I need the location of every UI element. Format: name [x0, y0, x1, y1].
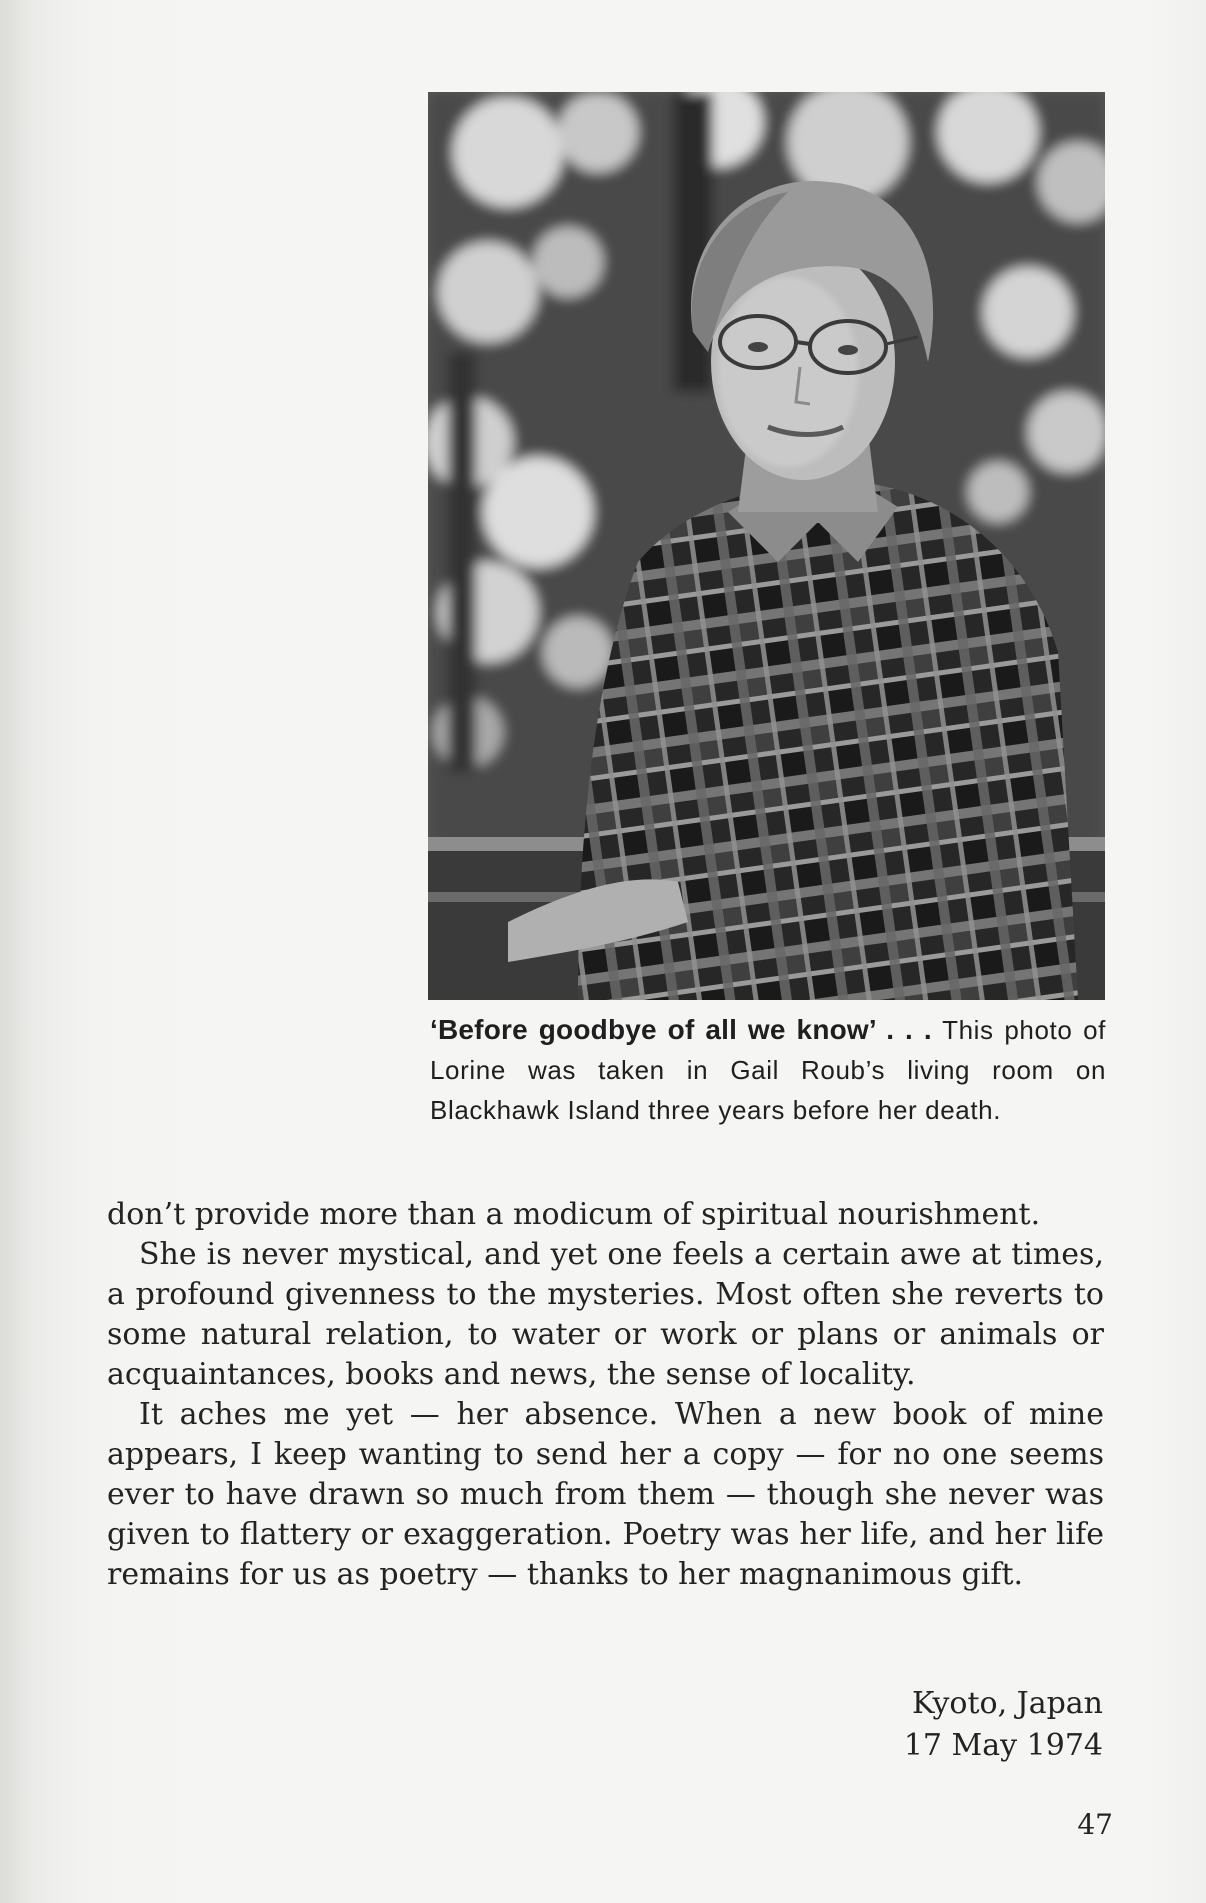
portrait-photo	[428, 92, 1105, 1000]
paragraph-1: don’t provide more than a modicum of spiritual nourishment.	[107, 1197, 1041, 1232]
signoff	[904, 1683, 1103, 1767]
signoff-place: Kyoto, Japan	[911, 1686, 1103, 1721]
page-number: 47	[1077, 1808, 1113, 1841]
signoff-date: 17 May 1974	[903, 1728, 1103, 1763]
caption-text: This photo of Lorine was taken in Gail Roub’s living room on Blackhawk Island three years before her death.	[430, 1015, 1107, 1125]
portrait-photo-image	[428, 92, 1105, 1000]
paragraph-3: It aches me yet — her absence. When a new book of mine appears, I keep wanting to send her a copy — for no one seems ever to have drawn so much from them — though she never was given to flattery or exaggeration. Poetry was her life, and her life remains for us as poetry — thanks to her magnanimous gift.	[107, 1397, 1104, 1592]
body-text	[107, 1195, 1104, 1595]
paragraph-2: She is never mystical, and yet one feels a certain awe at times, a profound givenness to the mysteries. Most often she reverts to some natural relation, to water or work or plans or animals or acquaintances, books and news, the sense of locality.	[107, 1237, 1104, 1392]
photo-caption	[430, 1010, 1106, 1130]
caption-title: ‘Before goodbye of all we know’ . . .	[430, 1014, 932, 1045]
